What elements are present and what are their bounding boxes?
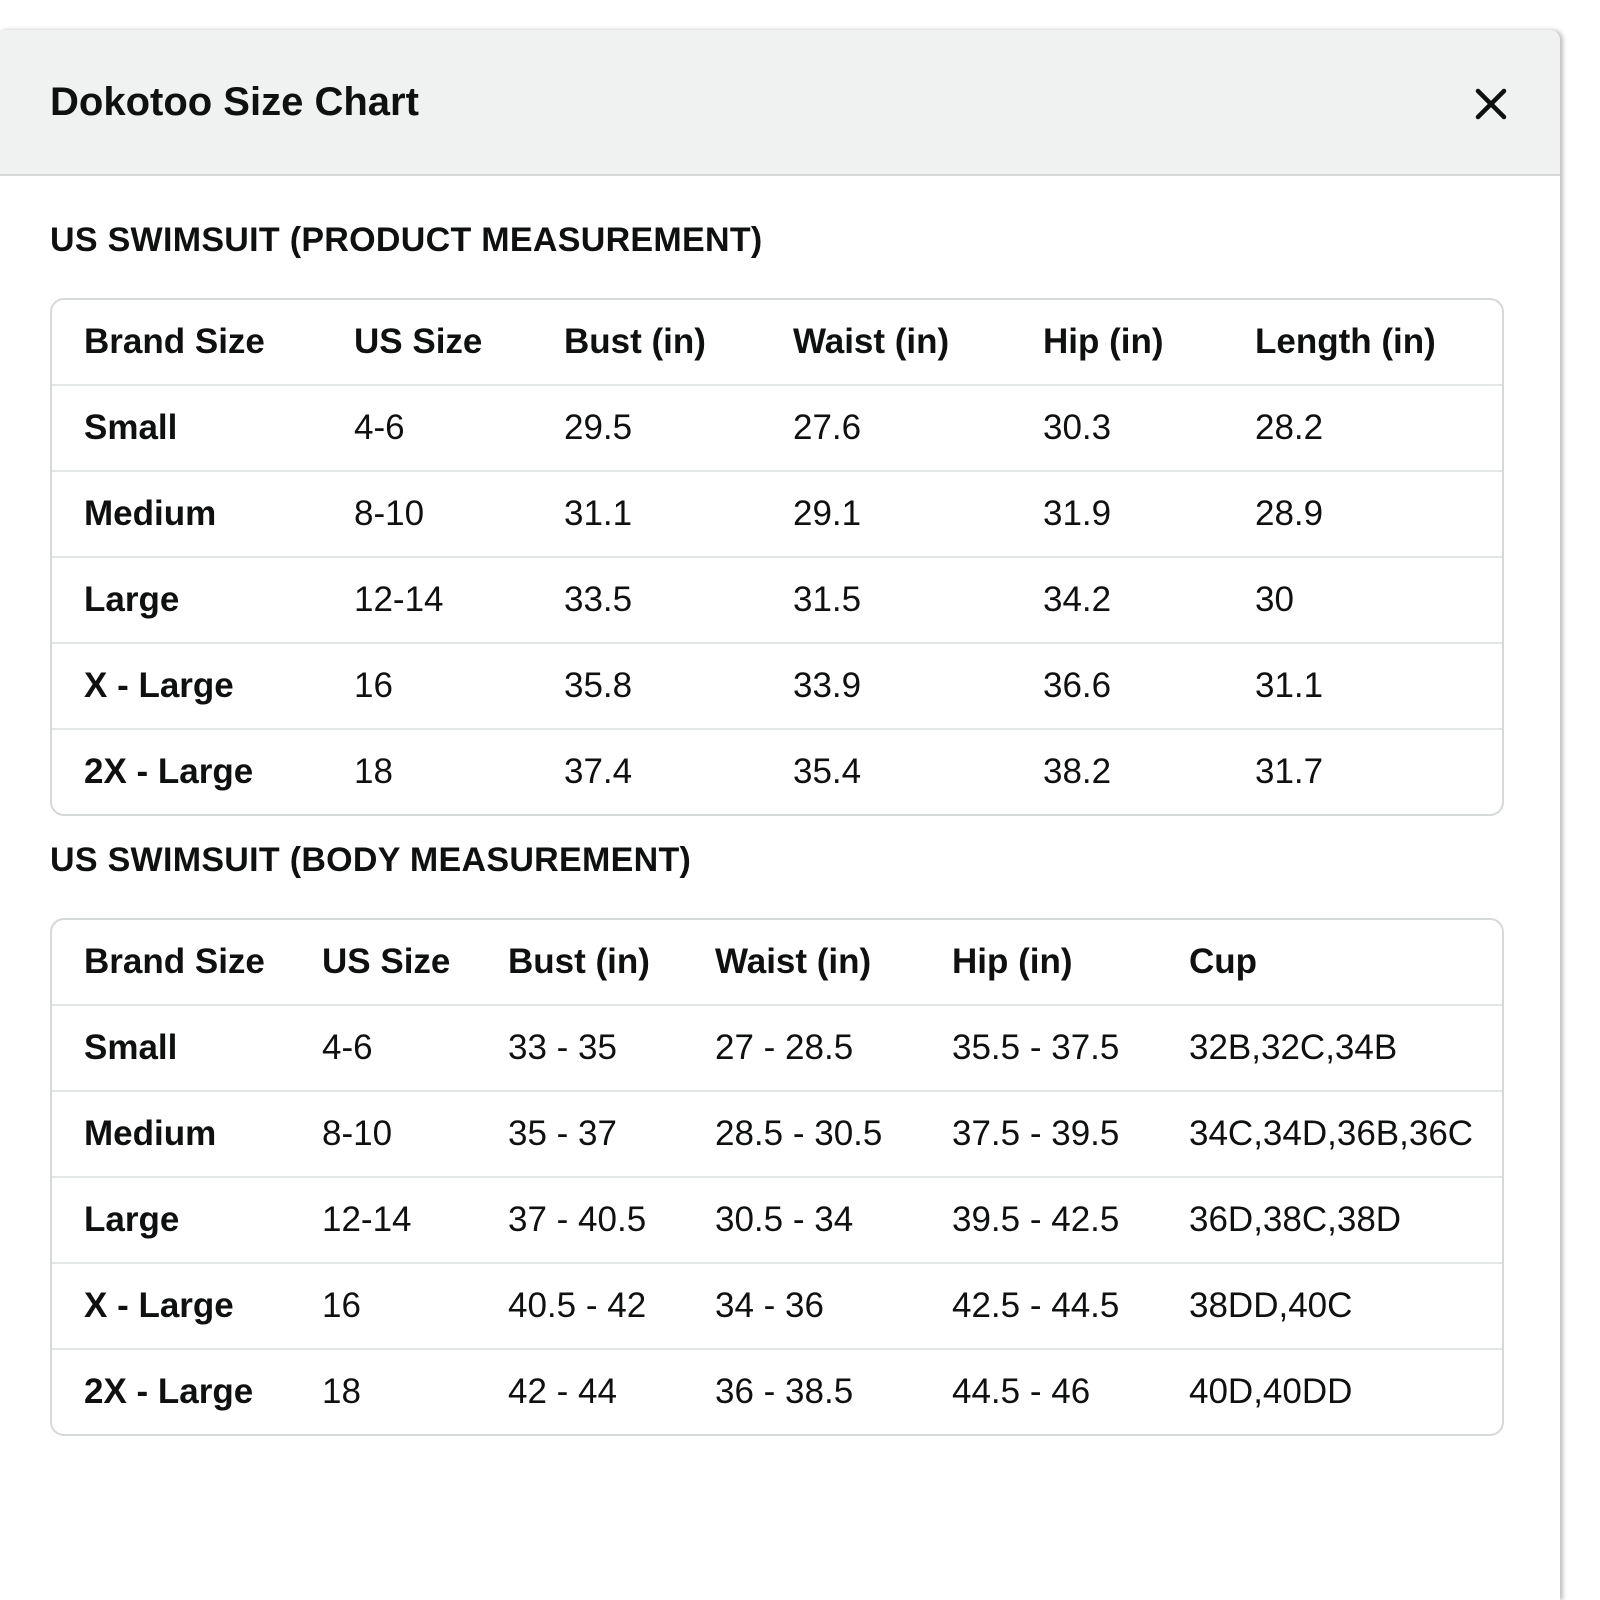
table-cell: 30.3 (1011, 385, 1223, 471)
table-row (52, 1005, 1502, 1091)
table-cell: 34 - 36 (683, 1263, 920, 1349)
brand-size-cell: Small (52, 385, 322, 471)
table-cell: 30 (1223, 557, 1502, 643)
brand-size-cell: X - Large (52, 1263, 290, 1349)
table-cell: 8-10 (322, 471, 532, 557)
table-cell: 42.5 - 44.5 (920, 1263, 1157, 1349)
column-header: Bust (in) (508, 942, 650, 981)
product-measurement-table (52, 300, 1502, 814)
table-cell: 29.1 (761, 471, 1011, 557)
size-chart-modal (0, 30, 1560, 1600)
table-row (52, 1263, 1502, 1349)
table-cell: 31.7 (1223, 729, 1502, 814)
table-cell: 31.1 (1223, 643, 1502, 729)
column-header: Waist (in) (793, 322, 950, 361)
brand-size-cell: 2X - Large (52, 729, 322, 814)
table-cell: 37.4 (532, 729, 761, 814)
table-row (52, 557, 1502, 643)
table-cell: 44.5 - 46 (920, 1349, 1157, 1434)
table-cell: 40D,40DD (1157, 1349, 1502, 1434)
brand-size-cell: Large (52, 1177, 290, 1263)
table-row (52, 1177, 1502, 1263)
table-cell: 8-10 (290, 1091, 476, 1177)
table-row (52, 385, 1502, 471)
table-cell: 33.5 (532, 557, 761, 643)
table-cell: 32B,32C,34B (1157, 1005, 1502, 1091)
table-cell: 30.5 - 34 (683, 1177, 920, 1263)
table-cell: 18 (322, 729, 532, 814)
table-cell: 34C,34D,36B,36C (1157, 1091, 1502, 1177)
table-cell: 28.2 (1223, 385, 1502, 471)
column-header: Waist (in) (715, 942, 872, 981)
table-cell: 33 - 35 (476, 1005, 683, 1091)
brand-size-cell: Medium (52, 1091, 290, 1177)
brand-size-cell: X - Large (52, 643, 322, 729)
table-cell: 35 - 37 (476, 1091, 683, 1177)
column-header: Brand Size (84, 322, 265, 361)
table-cell: 12-14 (322, 557, 532, 643)
table-cell: 29.5 (532, 385, 761, 471)
brand-size-cell: Large (52, 557, 322, 643)
brand-size-cell: Small (52, 1005, 290, 1091)
table-cell: 31.1 (532, 471, 761, 557)
table-cell: 38.2 (1011, 729, 1223, 814)
modal-title: Dokotoo Size Chart (50, 80, 419, 124)
body-measurement-title: US SWIMSUIT (BODY MEASUREMENT) (50, 841, 692, 879)
table-cell: 39.5 - 42.5 (920, 1177, 1157, 1263)
table-cell: 28.5 - 30.5 (683, 1091, 920, 1177)
table-row (52, 471, 1502, 557)
product-measurement-table-container (50, 298, 1504, 816)
column-header: US Size (322, 942, 451, 981)
body-measurement-table-container (50, 918, 1504, 1436)
table-cell: 27.6 (761, 385, 1011, 471)
table-header-row (52, 300, 1502, 385)
close-button[interactable] (1465, 78, 1517, 130)
column-header: Bust (in) (564, 322, 706, 361)
table-cell: 36D,38C,38D (1157, 1177, 1502, 1263)
table-cell: 28.9 (1223, 471, 1502, 557)
table-cell: 40.5 - 42 (476, 1263, 683, 1349)
table-cell: 35.4 (761, 729, 1011, 814)
table-cell: 38DD,40C (1157, 1263, 1502, 1349)
table-cell: 16 (290, 1263, 476, 1349)
brand-size-cell: 2X - Large (52, 1349, 290, 1434)
table-cell: 37 - 40.5 (476, 1177, 683, 1263)
table-row (52, 729, 1502, 814)
table-cell: 4-6 (322, 385, 532, 471)
table-cell: 34.2 (1011, 557, 1223, 643)
column-header: US Size (354, 322, 483, 361)
table-cell: 37.5 - 39.5 (920, 1091, 1157, 1177)
table-cell: 18 (290, 1349, 476, 1434)
close-icon (1465, 78, 1517, 130)
table-row (52, 643, 1502, 729)
table-cell: 35.5 - 37.5 (920, 1005, 1157, 1091)
column-header: Hip (in) (1043, 322, 1164, 361)
brand-size-cell: Medium (52, 471, 322, 557)
table-cell: 4-6 (290, 1005, 476, 1091)
product-measurement-title: US SWIMSUIT (PRODUCT MEASUREMENT) (50, 221, 763, 259)
table-cell: 35.8 (532, 643, 761, 729)
table-cell: 16 (322, 643, 532, 729)
table-row (52, 1349, 1502, 1434)
table-cell: 12-14 (290, 1177, 476, 1263)
table-header-row (52, 920, 1502, 1005)
table-cell: 33.9 (761, 643, 1011, 729)
column-header: Length (in) (1255, 322, 1436, 361)
body-measurement-table (52, 920, 1502, 1434)
table-cell: 31.9 (1011, 471, 1223, 557)
table-row (52, 1091, 1502, 1177)
table-cell: 36.6 (1011, 643, 1223, 729)
column-header: Hip (in) (952, 942, 1073, 981)
column-header: Cup (1189, 942, 1258, 981)
table-cell: 27 - 28.5 (683, 1005, 920, 1091)
column-header: Brand Size (84, 942, 265, 981)
table-cell: 31.5 (761, 557, 1011, 643)
table-cell: 42 - 44 (476, 1349, 683, 1434)
table-cell: 36 - 38.5 (683, 1349, 920, 1434)
modal-header (0, 30, 1560, 176)
